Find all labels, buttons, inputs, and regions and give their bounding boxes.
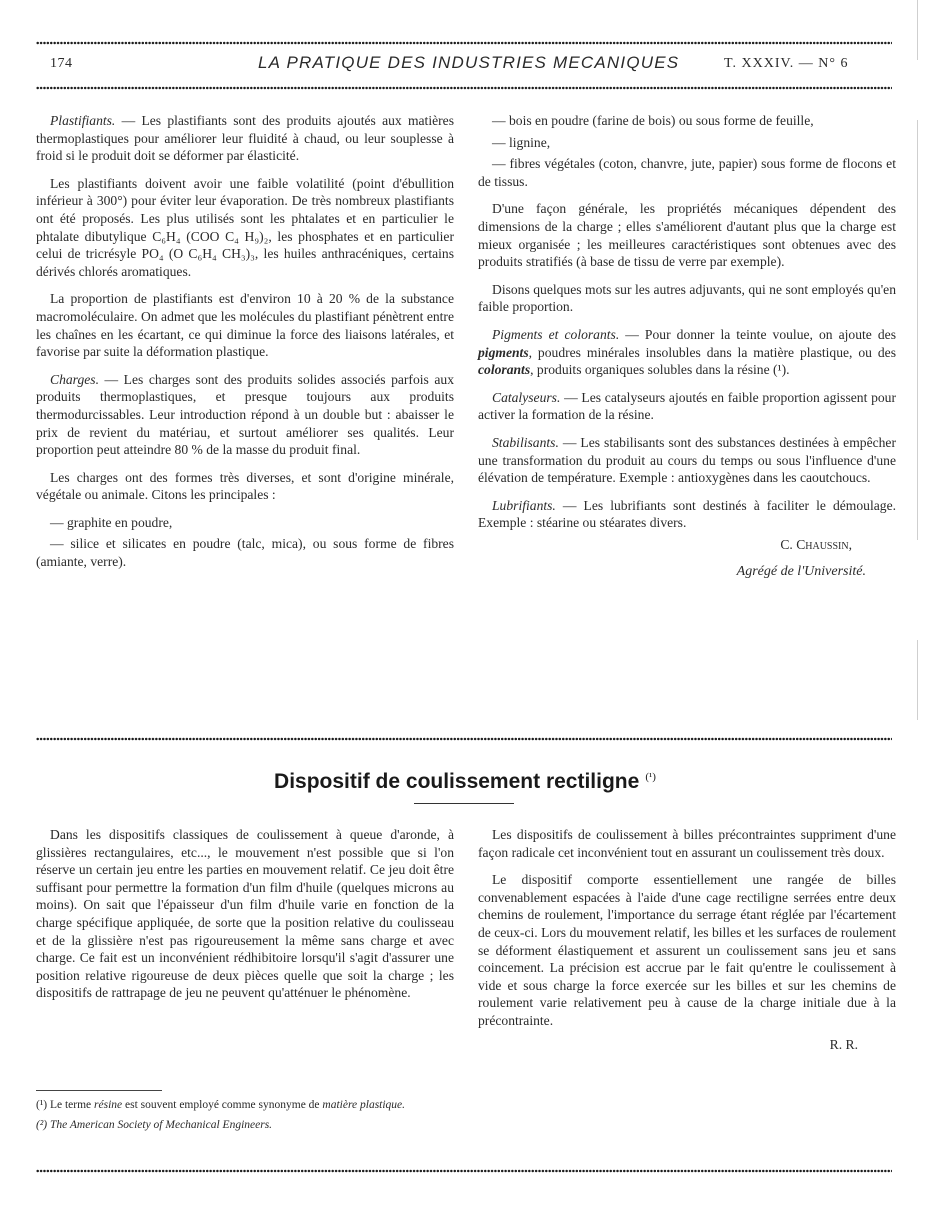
article-paragraph-3: Le dispositif comporte essentiellement une rangée de billes convenablement espacées à l'aide d'une cage rectiligne serrées entre deux chemins de roulement, l'importance du serrage étant réglée par l'écartement de ceux-ci. Lors du mouvement relatif, les billes et les surfaces de roulement se déforment élastiquement et assurent un coulissement sans jeu et sans coincement. La précision est accrue par le fait qu'entre le coulissement à vide et sous charge la force exercée sur les billes et sur les chemins de roulement varie relativement peu à cause de la charge initiale due à la précontrainte. — [478, 872, 896, 1028]
list-item: — silice et silicates en poudre (talc, mica), ou sous forme de fibres (amiante, verre). — [36, 536, 454, 570]
pigments-term: pigments — [478, 344, 529, 360]
plastifiants-paragraph-3: La proportion de plastifiants est d'environ 10 à 20 % de la substance macromoléculaire. On admet que les molécules du plastifiant pénètrent entre les chaînes en les écartant, ce qui diminue la force des liaisons latérales, et favorise par suite la déformation plastique. — [36, 291, 454, 360]
section-dotted-rule — [36, 737, 892, 741]
adjuvants-paragraph: Disons quelques mots sur les autres adjuvants, qui ne sont employés qu'en faible proportion. — [478, 281, 896, 315]
stabilisants-heading: Stabilisants. — [492, 434, 559, 450]
charges-paragraph — [36, 371, 454, 459]
lubrifiants-paragraph — [478, 497, 896, 532]
page-edge-mark — [917, 0, 918, 60]
bottom-dotted-rule — [36, 1169, 892, 1173]
issue-number: T. XXXIV. — N° 6 — [724, 56, 849, 71]
plastifiants-paragraph-2: Les plastifiants doivent avoir une faible volatilité (point d'ébullition inférieur à 300°) pour éviter leur évaporation. De très nombreux plastifiants ont été proposés. Les plus utilisés sont les phtalates et en particulier le phtalate dibutylique C₆H₄ (COO C₄ H₉)₂, les phosphates et en particulier celui de tricrésyle PO₄ (O C₆H₄ CH₃)₃, les huiles anthracéniques, certains dérivés chlorés aromatiques. — [36, 175, 454, 279]
catalyseurs-heading: Catalyseurs. — [492, 389, 561, 405]
general-paragraph: D'une façon générale, les propriétés mécaniques dépendent des dimensions de la charge ; elles s'améliorent d'autant plus que la charge est mieux organisée ; les meilleures caractéristiques sont obtenues avec des produits stratifiés (à base de tissu de verre par exemple). — [478, 201, 896, 270]
plastifiants-heading: Plastifiants. — [50, 113, 116, 128]
article-paragraph: Dans les dispositifs classiques de coulissement à queue d'aronde, à glissières rectangulaires, etc..., le mouvement n'est possible que si l'on réserve un certain jeu entre les parties en mouvement relatif. Ce jeu doit être suffisant pour permettre la formation d'un film d'huile (quelques microns au moins). On sait que l'épaisseur d'un film d'huile varie en fonction de la charge spécifique appliquée, de sorte que la position relative du coulisseau et de la glissière n'est pas rigoureusement la même sans charge et avec charge. Ce fait est un inconvénient rédhibitoire lorsqu'il s'agit d'assurer une position relative rigoureuse de deux pièces quelle que soit la charge ; les dispositifs de rattrapage de jeu ne peuvent qu'atténuer le phénomène. — [36, 827, 454, 1001]
pigments-text-2: , poudres minérales insolubles dans la matière plastique, ou des — [528, 344, 896, 360]
pigments-paragraph — [478, 326, 896, 379]
article-title-note: (¹) — [645, 771, 656, 783]
list-item: — bois en poudre (farine de bois) ou sous forme de feuille, — [492, 113, 814, 128]
charges-heading: Charges. — [50, 371, 99, 387]
article-paragraph-2: Les dispositifs de coulissement à billes précontraintes suppriment d'une façon radicale cet inconvénient tout en assurant un coulissement très doux. — [478, 827, 896, 860]
stabilisants-paragraph — [478, 434, 896, 487]
colorants-term: colorants — [478, 362, 531, 378]
footnote-1-term: résine — [94, 1099, 123, 1111]
lubrifiants-text: — Les lubrifiants sont destinés à faciliter le démoulage. Exemple : stéarine ou stéarates divers. — [478, 497, 896, 531]
pigments-text: — Pour donner la teinte voulue, on ajoute des — [619, 326, 896, 342]
footnote-rule — [36, 1090, 162, 1091]
author-name: C. Chaussin, — [780, 536, 852, 552]
plastifiants-paragraph — [36, 112, 454, 165]
charges-paragraph-2: Les charges ont des formes très diverses, et sont d'origine minérale, végétale ou animale. Citons les principales : — [36, 469, 454, 503]
page-edge-mark — [917, 120, 918, 540]
pigments-text-3: , produits organiques solubles dans la résine (¹). — [530, 362, 790, 378]
running-header — [36, 50, 892, 78]
article-signature: R. R. — [829, 1036, 858, 1052]
journal-title: LA PRATIQUE DES INDUSTRIES MECANIQUES — [258, 53, 680, 72]
footnotes — [36, 1098, 460, 1138]
left-column-top — [36, 112, 454, 575]
footnote-1 — [36, 1098, 460, 1113]
right-column-top — [478, 112, 896, 591]
top-dotted-rule — [36, 41, 892, 45]
footnote-1-text: (¹) Le terme — [36, 1099, 95, 1111]
page-number: 174 — [50, 56, 73, 71]
article-left-column — [36, 826, 454, 1012]
charges-text: — Les charges sont des produits solides associés parfois aux produits thermoplastiques, et presque toujours aux produits thermodurcissables. Leur introduction répond à un double but : abaisser le prix de revient du matériau, et surtout améliorer ses qualités. Leur proportion peut atteindre 80 % de la masse du produit final. — [36, 371, 454, 458]
header-dotted-rule — [36, 86, 892, 90]
footnote-2: (²) The American Society of Mechanical Engineers. — [36, 1119, 273, 1131]
footnote-1-text-2: est souvent employé comme synonyme de — [122, 1099, 323, 1111]
article-title-text: Dispositif de coulissement rectiligne — [274, 770, 640, 793]
author-title: Agrégé de l'Université. — [736, 564, 866, 580]
catalyseurs-paragraph — [478, 389, 896, 424]
list-item: — fibres végétales (coton, chanvre, jute, papier) sous forme de flocons et de tissus. — [478, 156, 896, 189]
catalyseurs-text: — Les catalyseurs ajoutés en faible proportion agissent pour activer la formation de la résine. — [478, 389, 896, 423]
lubrifiants-heading: Lubrifiants. — [492, 497, 556, 513]
list-item: — graphite en poudre, — [50, 514, 173, 530]
article-right-column — [478, 826, 896, 1063]
stabilisants-text: — Les stabilisants sont des substances destinées à empêcher une transformation du produit au cours du temps ou sous l'influence d'une élévation de température. Exemple : antioxygènes dans les caoutchoucs. — [478, 434, 896, 486]
plastifiants-text: — Les plastifiants sont des produits ajoutés aux matières thermoplastiques pour améliorer leur fluidité à chaud, ou leur souplesse à froid si le produit doit se déformer par élasticité. — [36, 113, 454, 164]
article-title — [0, 770, 930, 794]
list-item: — lignine, — [492, 134, 551, 150]
footnote-1-term-2: matière plastique. — [322, 1099, 406, 1111]
pigments-heading: Pigments et colorants. — [492, 326, 620, 342]
page-edge-mark — [917, 640, 918, 720]
title-underline — [414, 803, 514, 804]
